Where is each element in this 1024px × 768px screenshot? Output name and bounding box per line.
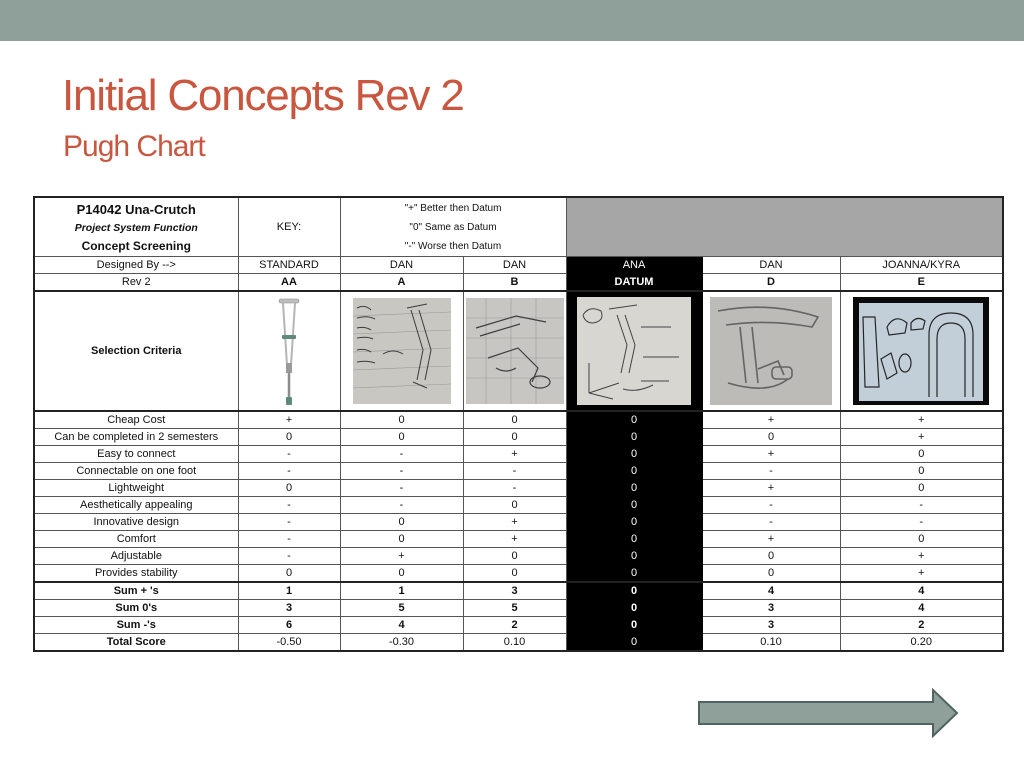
sum-cell: 5 bbox=[463, 600, 566, 617]
standard-crutch-image bbox=[269, 295, 309, 407]
score-cell-datum: 0 bbox=[566, 514, 702, 531]
score-cell-datum: 0 bbox=[566, 531, 702, 548]
sum-cell: 3 bbox=[463, 582, 566, 600]
concept-d-sketch-image bbox=[710, 297, 832, 405]
slide-title: Initial Concepts Rev 2 bbox=[62, 71, 464, 120]
concept-a-sketch-image bbox=[353, 298, 451, 404]
sum-cell-datum: 0 bbox=[566, 582, 702, 600]
criteria-row bbox=[34, 514, 1003, 531]
sum-cell: 4 bbox=[840, 582, 1003, 600]
score-cell-datum: 0 bbox=[566, 548, 702, 565]
sum-cell-datum: 0 bbox=[566, 617, 702, 634]
score-cell: + bbox=[840, 411, 1003, 429]
sum-cell: 5 bbox=[340, 600, 463, 617]
score-cell: 0 bbox=[340, 514, 463, 531]
score-cell: - bbox=[238, 497, 340, 514]
total-score-cell: 0.20 bbox=[840, 634, 1003, 652]
score-cell: - bbox=[238, 514, 340, 531]
concept-image-cell bbox=[702, 291, 840, 411]
score-cell: - bbox=[463, 463, 566, 480]
total-score-label: Total Score bbox=[34, 634, 238, 652]
total-score-cell: 0.10 bbox=[702, 634, 840, 652]
total-score-row bbox=[34, 634, 1003, 652]
sum-cell: 4 bbox=[340, 617, 463, 634]
score-cell: - bbox=[238, 463, 340, 480]
top-accent-bar bbox=[0, 0, 1024, 41]
concept-code-cell: B bbox=[463, 274, 566, 292]
score-cell-datum: 0 bbox=[566, 565, 702, 583]
key-line-minus: "-" Worse then Datum bbox=[404, 240, 502, 252]
score-cell: - bbox=[340, 480, 463, 497]
sum-cell: 3 bbox=[238, 600, 340, 617]
concept-image-cell bbox=[463, 291, 566, 411]
score-cell: - bbox=[238, 548, 340, 565]
score-cell: + bbox=[463, 531, 566, 548]
score-cell: 0 bbox=[238, 480, 340, 497]
concept-images-row bbox=[34, 291, 1003, 411]
designer-cell: JOANNA/KYRA bbox=[840, 257, 1003, 274]
sum-row bbox=[34, 617, 1003, 634]
score-cell: + bbox=[340, 548, 463, 565]
project-name: P14042 Una-Crutch bbox=[76, 201, 196, 217]
key-label: KEY: bbox=[238, 197, 340, 257]
score-cell-datum: 0 bbox=[566, 463, 702, 480]
pugh-chart-table bbox=[33, 196, 1004, 652]
criteria-row bbox=[34, 411, 1003, 429]
total-score-cell: 0.10 bbox=[463, 634, 566, 652]
criterion-label: Aesthetically appealing bbox=[34, 497, 238, 514]
criterion-label: Easy to connect bbox=[34, 446, 238, 463]
score-cell: - bbox=[238, 446, 340, 463]
score-cell: - bbox=[463, 480, 566, 497]
score-cell: 0 bbox=[702, 429, 840, 446]
score-cell: 0 bbox=[340, 411, 463, 429]
criterion-label: Lightweight bbox=[34, 480, 238, 497]
criterion-label: Provides stability bbox=[34, 565, 238, 583]
criterion-label: Connectable on one foot bbox=[34, 463, 238, 480]
score-cell: 0 bbox=[340, 565, 463, 583]
score-cell-datum: 0 bbox=[566, 480, 702, 497]
score-cell: + bbox=[463, 446, 566, 463]
criteria-row bbox=[34, 565, 1003, 583]
score-cell: - bbox=[702, 463, 840, 480]
right-arrow-icon[interactable] bbox=[697, 688, 961, 740]
sum-cell: 3 bbox=[702, 617, 840, 634]
sum-row bbox=[34, 600, 1003, 617]
criterion-label: Innovative design bbox=[34, 514, 238, 531]
score-cell: 0 bbox=[463, 565, 566, 583]
total-score-cell-datum: 0 bbox=[566, 634, 702, 652]
sum-cell: 4 bbox=[702, 582, 840, 600]
sum-label: Sum + 's bbox=[34, 582, 238, 600]
criteria-row bbox=[34, 548, 1003, 565]
score-cell: - bbox=[340, 463, 463, 480]
score-cell: + bbox=[238, 411, 340, 429]
criterion-label: Comfort bbox=[34, 531, 238, 548]
criteria-row bbox=[34, 446, 1003, 463]
sum-cell: 4 bbox=[840, 600, 1003, 617]
score-cell: 0 bbox=[340, 429, 463, 446]
score-cell: + bbox=[702, 480, 840, 497]
score-cell-datum: 0 bbox=[566, 497, 702, 514]
score-cell-datum: 0 bbox=[566, 411, 702, 429]
criterion-label: Cheap Cost bbox=[34, 411, 238, 429]
concept-code-cell: A bbox=[340, 274, 463, 292]
score-cell: 0 bbox=[840, 463, 1003, 480]
concept-code-cell: D bbox=[702, 274, 840, 292]
score-cell: - bbox=[702, 514, 840, 531]
criteria-row bbox=[34, 531, 1003, 548]
score-cell: 0 bbox=[702, 565, 840, 583]
criteria-row bbox=[34, 429, 1003, 446]
slide-subtitle: Pugh Chart bbox=[63, 130, 205, 163]
concept-code-cell: E bbox=[840, 274, 1003, 292]
concept-code-row bbox=[34, 274, 1003, 292]
score-cell: 0 bbox=[463, 548, 566, 565]
score-cell-datum: 0 bbox=[566, 429, 702, 446]
designed-by-label: Designed By --> bbox=[34, 257, 238, 274]
criteria-row bbox=[34, 497, 1003, 514]
score-cell: 0 bbox=[463, 429, 566, 446]
sum-cell: 1 bbox=[340, 582, 463, 600]
sum-cell: 2 bbox=[840, 617, 1003, 634]
score-cell: - bbox=[702, 497, 840, 514]
score-cell: + bbox=[702, 531, 840, 548]
sum-row bbox=[34, 582, 1003, 600]
score-cell: 0 bbox=[463, 411, 566, 429]
project-function: Project System Function bbox=[74, 221, 198, 234]
concept-code-cell-datum: DATUM bbox=[566, 274, 702, 292]
key-line-plus: "+" Better then Datum bbox=[404, 202, 502, 214]
criterion-label: Can be completed in 2 semesters bbox=[34, 429, 238, 446]
concept-screening-label: Concept Screening bbox=[81, 238, 191, 253]
key-line-zero: "0" Same as Datum bbox=[409, 221, 497, 233]
designer-cell-datum: ANA bbox=[566, 257, 702, 274]
sum-label: Sum -'s bbox=[34, 617, 238, 634]
sum-cell: 3 bbox=[702, 600, 840, 617]
score-cell-datum: 0 bbox=[566, 446, 702, 463]
sum-cell: 6 bbox=[238, 617, 340, 634]
sum-cell-datum: 0 bbox=[566, 600, 702, 617]
rev-label: Rev 2 bbox=[34, 274, 238, 292]
header-row bbox=[34, 197, 1003, 257]
score-cell: + bbox=[840, 429, 1003, 446]
designer-cell: DAN bbox=[702, 257, 840, 274]
concept-image-cell bbox=[840, 291, 1003, 411]
score-cell: + bbox=[463, 514, 566, 531]
key-legend bbox=[340, 197, 566, 257]
total-score-cell: -0.50 bbox=[238, 634, 340, 652]
concept-b-sketch-image bbox=[466, 298, 564, 404]
score-cell: 0 bbox=[463, 497, 566, 514]
score-cell: 0 bbox=[702, 548, 840, 565]
score-cell: + bbox=[840, 548, 1003, 565]
selection-criteria-label: Selection Criteria bbox=[34, 291, 238, 411]
designer-row bbox=[34, 257, 1003, 274]
designer-cell: DAN bbox=[340, 257, 463, 274]
concept-image-cell bbox=[340, 291, 463, 411]
score-cell: + bbox=[840, 565, 1003, 583]
criteria-row bbox=[34, 480, 1003, 497]
concept-e-sketch-image bbox=[853, 297, 989, 405]
score-cell: 0 bbox=[238, 565, 340, 583]
criteria-row bbox=[34, 463, 1003, 480]
score-cell: - bbox=[340, 497, 463, 514]
score-cell: - bbox=[840, 514, 1003, 531]
concept-image-cell-datum bbox=[566, 291, 702, 411]
designer-cell: STANDARD bbox=[238, 257, 340, 274]
score-cell: + bbox=[702, 411, 840, 429]
datum-sketch-image bbox=[577, 297, 691, 405]
total-score-cell: -0.30 bbox=[340, 634, 463, 652]
sum-label: Sum 0's bbox=[34, 600, 238, 617]
score-cell: - bbox=[340, 446, 463, 463]
sum-cell: 1 bbox=[238, 582, 340, 600]
score-cell: + bbox=[702, 446, 840, 463]
concept-code-cell: AA bbox=[238, 274, 340, 292]
sum-cell: 2 bbox=[463, 617, 566, 634]
criterion-label: Adjustable bbox=[34, 548, 238, 565]
score-cell: - bbox=[238, 531, 340, 548]
score-cell: 0 bbox=[840, 446, 1003, 463]
score-cell: 0 bbox=[238, 429, 340, 446]
score-cell: 0 bbox=[840, 531, 1003, 548]
project-info-cell bbox=[34, 197, 238, 257]
score-cell: 0 bbox=[340, 531, 463, 548]
concept-image-cell bbox=[238, 291, 340, 411]
designer-cell: DAN bbox=[463, 257, 566, 274]
score-cell: - bbox=[840, 497, 1003, 514]
key-gray-cell bbox=[566, 197, 1003, 257]
score-cell: 0 bbox=[840, 480, 1003, 497]
